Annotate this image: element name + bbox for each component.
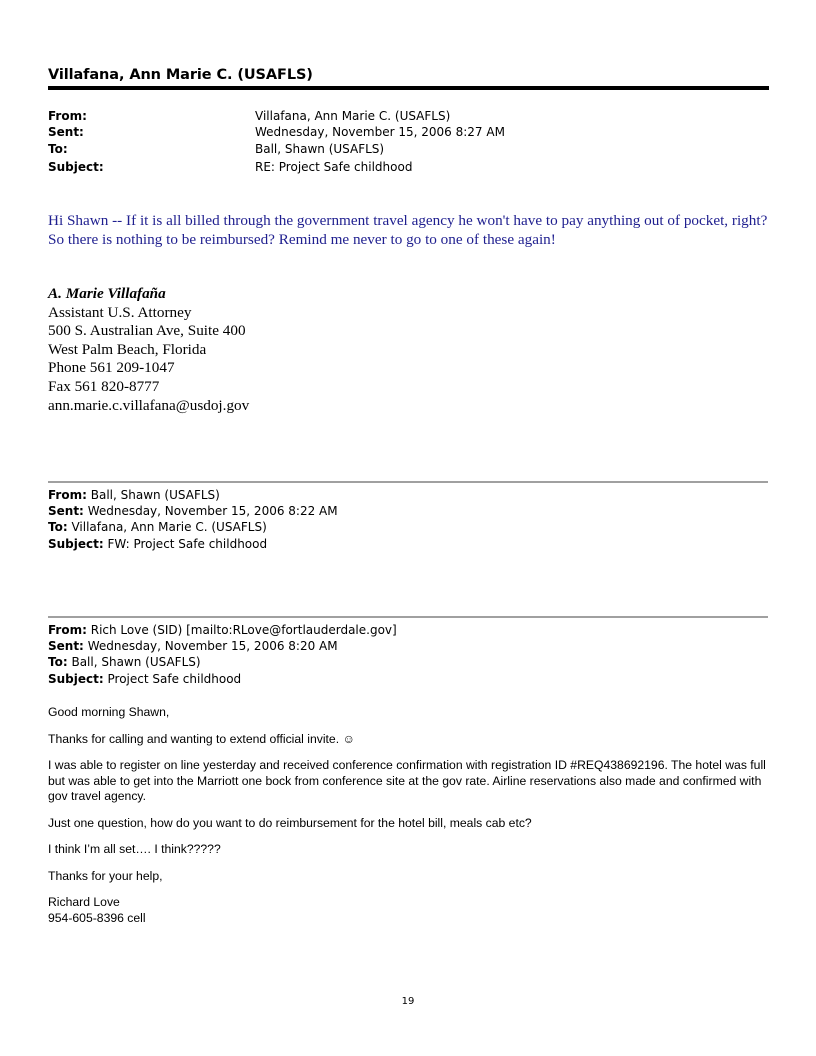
forward1-subject-label: Subject: xyxy=(48,536,104,551)
forward1-sent-label: Sent: xyxy=(48,504,84,519)
forward2-divider xyxy=(48,616,768,618)
forward2-from-row xyxy=(48,622,397,638)
forward2-sent-row xyxy=(48,638,397,654)
forward2-header xyxy=(48,622,397,687)
to-label: To: xyxy=(48,142,68,156)
from-value: Villafana, Ann Marie C. (USAFLS) xyxy=(255,109,451,123)
forward1-subject-row xyxy=(48,536,338,552)
forward2-sent-label: Sent: xyxy=(48,639,84,654)
original-paragraph-3: Just one question, how do you want to do reimbursement for the hotel bill, meals cab etc? xyxy=(48,815,532,830)
document-title: Villafana, Ann Marie C. (USAFLS) xyxy=(48,67,313,83)
forward1-from-row xyxy=(48,487,338,503)
forward2-to-label: To: xyxy=(48,655,68,670)
from-label: From: xyxy=(48,109,87,123)
forward1-divider xyxy=(48,481,768,483)
forward2-from-value: Rich Love (SID) [mailto:RLove@fortlauderdale.gov] xyxy=(90,623,397,637)
forward1-to-label: To: xyxy=(48,520,68,535)
original-message-body xyxy=(48,705,768,926)
forward2-subject-label: Subject: xyxy=(48,671,104,686)
signature-address-line1: 500 S. Australian Ave, Suite 400 xyxy=(48,322,246,340)
forward1-subject-value: FW: Project Safe childhood xyxy=(107,536,268,551)
forward2-to-value: Ball, Shawn (USAFLS) xyxy=(71,655,201,670)
forward1-from-value: Ball, Shawn (USAFLS) xyxy=(90,488,220,502)
signature-email: ann.marie.c.villafana@usdoj.gov xyxy=(48,396,250,414)
forward2-from-label: From: xyxy=(48,623,87,637)
forward2-subject-value: Project Safe childhood xyxy=(107,671,242,686)
signature-fax: Fax 561 820-8777 xyxy=(48,377,160,395)
sent-value: Wednesday, November 15, 2006 8:27 AM xyxy=(255,125,505,139)
to-value: Ball, Shawn (USAFLS) xyxy=(255,142,385,156)
original-paragraph-2: I was able to register on line yesterday and received conference confirmation with registration ID #REQ438692196. The hotel was full but was able to get into the Marriott one bock from conference site at the gov rate. Airline reservations also made and confirmed with gov travel agency. xyxy=(48,758,766,803)
title-divider xyxy=(48,86,769,90)
original-paragraph-1: Thanks for calling and wanting to extend official invite. ☺ xyxy=(48,731,355,746)
original-signature-phone: 954-605-8396 cell xyxy=(48,910,146,925)
forward2-subject-row xyxy=(48,671,397,687)
original-paragraph-4: I think I’m all set…. I think????? xyxy=(48,842,221,856)
forward1-to-row xyxy=(48,519,338,535)
forward2-to-row xyxy=(48,654,397,670)
signature-block xyxy=(48,285,249,415)
signature-phone: Phone 561 209-1047 xyxy=(48,359,175,377)
subject-value: RE: Project Safe childhood xyxy=(255,160,413,174)
signature-address-line2: West Palm Beach, Florida xyxy=(48,340,207,358)
signature-title: Assistant U.S. Attorney xyxy=(48,303,192,321)
subject-label: Subject: xyxy=(48,160,104,174)
forward1-sent-value: Wednesday, November 15, 2006 8:22 AM xyxy=(87,504,338,519)
forward1-sent-row xyxy=(48,503,338,519)
reply-message-body: Hi Shawn -- If it is all billed through the government travel agency he won't have to pay anything out of pocket, right? So there is nothing to be reimbursed? Remind me never to go to one of these again! xyxy=(48,212,768,248)
original-paragraph-5: Thanks for your help, xyxy=(48,868,163,883)
signature-name: A. Marie Villafaña xyxy=(48,285,166,302)
sent-label: Sent: xyxy=(48,125,84,139)
forward1-to-value: Villafana, Ann Marie C. (USAFLS) xyxy=(71,520,267,535)
forward1-header xyxy=(48,487,338,552)
forward1-from-label: From: xyxy=(48,488,87,502)
forward2-sent-value: Wednesday, November 15, 2006 8:20 AM xyxy=(87,639,338,654)
original-signature-name: Richard Love xyxy=(48,895,120,909)
original-greeting: Good morning Shawn, xyxy=(48,705,170,719)
page-number: 19 xyxy=(401,996,415,1007)
